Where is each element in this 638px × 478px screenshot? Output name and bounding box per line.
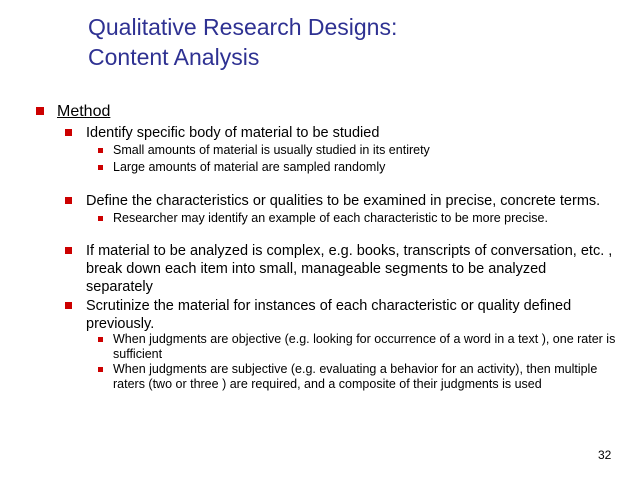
item-4-sub-1-text: When judgments are objective (e.g. looking for occurrence of a word in a text ), one rater is sufficient: [113, 332, 616, 361]
bullet-square-icon: [65, 197, 72, 204]
item-3-text: If material to be analyzed is complex, e.g. books, transcripts of conversation, etc. , break down each item into small, manageable segments to be analyzed separately: [86, 243, 613, 295]
title-line-1: Qualitative Research Designs:: [88, 14, 398, 40]
page-number: 32: [598, 448, 612, 462]
bullet-square-icon: [65, 247, 72, 254]
bullet-square-icon: [98, 165, 103, 170]
item-1-sub-2-text: Large amounts of material are sampled randomly: [113, 160, 386, 174]
slide-title: [88, 12, 608, 72]
bullet-square-icon: [98, 216, 103, 221]
bullet-square-icon: [36, 107, 44, 115]
item-2-text: Define the characteristics or qualities to be examined in precise, concrete terms.: [86, 193, 601, 209]
bullet-square-icon: [65, 302, 72, 309]
item-4-text: Scrutinize the material for instances of each characteristic or quality defined previously.: [86, 298, 572, 332]
bullet-square-icon: [98, 367, 103, 372]
item-1-text: Identify specific body of material to be studied: [86, 125, 380, 141]
bullet-square-icon: [98, 148, 103, 153]
item-2-sub-1-text: Researcher may identify an example of each characteristic to be more precise.: [113, 211, 548, 225]
bullet-square-icon: [98, 337, 103, 342]
title-line-2: Content Analysis: [88, 44, 260, 70]
item-1-sub-1-text: Small amounts of material is usually studied in its entirety: [113, 143, 430, 157]
method-heading: Method: [57, 103, 111, 120]
bullet-square-icon: [65, 129, 72, 136]
item-4-sub-2-text: When judgments are subjective (e.g. evaluating a behavior for an activity), then multiple raters (two or three ) are required, and a composite of their judgments is used: [113, 362, 598, 391]
